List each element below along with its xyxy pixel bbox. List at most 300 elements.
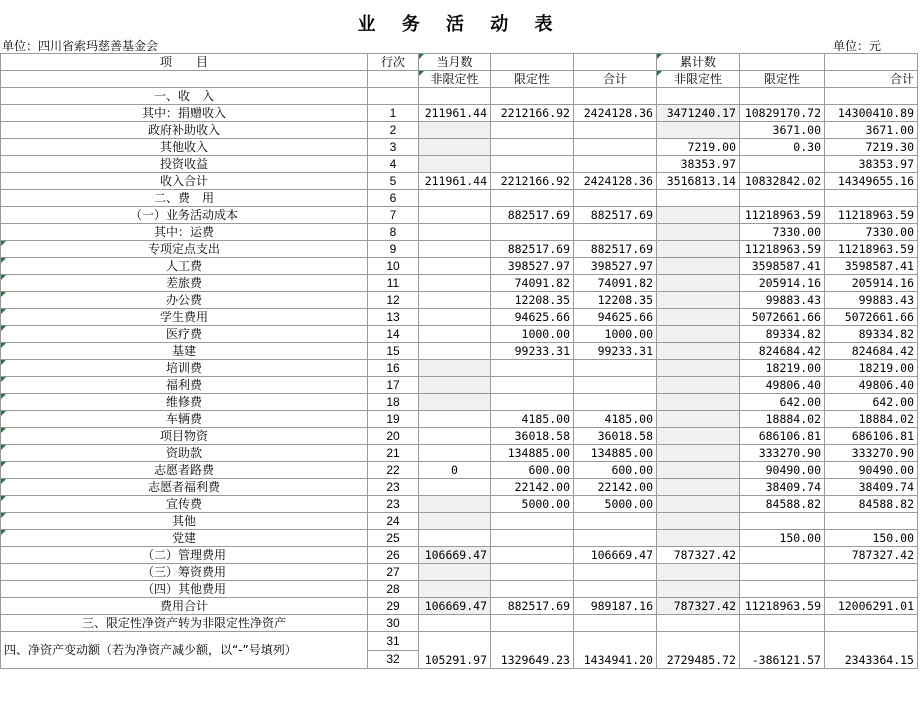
cell-cum-total [825, 190, 918, 207]
table-row [1, 411, 918, 428]
cell-cum-total: 7330.00 [825, 224, 918, 241]
line-number: 29 [368, 598, 419, 615]
cell-month-total: 398527.97 [574, 258, 657, 275]
row-label: 投资收益 [1, 156, 368, 173]
cell-month-unrestricted [419, 275, 491, 292]
table-row [1, 428, 918, 445]
row-label: 政府补助收入 [1, 122, 368, 139]
cell-cum-unrestricted [657, 241, 740, 258]
line-number: 4 [368, 156, 419, 173]
cell-cum-total: 2343364.15 [825, 632, 918, 669]
row-label: 医疗费 [1, 326, 368, 343]
cell-month-total [574, 564, 657, 581]
cell-month-unrestricted: 105291.97 [419, 632, 491, 669]
cell-cum-restricted [740, 88, 825, 105]
activity-statement-table [0, 53, 918, 669]
line-number: 2 [368, 122, 419, 139]
cell-month-restricted [491, 615, 574, 632]
row-label: 专项定点支出 [1, 241, 368, 258]
cell-cum-total: 205914.16 [825, 275, 918, 292]
cell-cum-unrestricted [657, 309, 740, 326]
row-label: 基建 [1, 343, 368, 360]
cell-month-unrestricted [419, 360, 491, 377]
cell-month-unrestricted [419, 445, 491, 462]
cell-month-restricted: 134885.00 [491, 445, 574, 462]
header-line-no: 行次 [368, 54, 419, 71]
row-label: （四）其他费用 [1, 581, 368, 598]
cell-month-unrestricted [419, 564, 491, 581]
cell-cum-total: 3671.00 [825, 122, 918, 139]
line-number: 32 [386, 652, 400, 666]
table-row-net-asset-change [1, 632, 918, 669]
cell-month-total: 22142.00 [574, 479, 657, 496]
row-label: 其中：捐赠收入 [1, 105, 368, 122]
cell-cum-restricted: 90490.00 [740, 462, 825, 479]
cell-month-unrestricted [419, 326, 491, 343]
cell-cum-restricted: 10829170.72 [740, 105, 825, 122]
cell-month-restricted: 22142.00 [491, 479, 574, 496]
cell-cum-total: 824684.42 [825, 343, 918, 360]
cell-cum-total: 49806.40 [825, 377, 918, 394]
cell-month-total: 600.00 [574, 462, 657, 479]
cell-month-unrestricted: 211961.44 [419, 173, 491, 190]
cell-cum-restricted: 642.00 [740, 394, 825, 411]
line-number: 23 [368, 496, 419, 513]
line-number: 1 [368, 105, 419, 122]
cell-cum-unrestricted [657, 513, 740, 530]
line-number: 26 [368, 547, 419, 564]
row-label: 一、收 入 [1, 88, 368, 105]
line-number: 20 [368, 428, 419, 445]
cell-month-restricted: 882517.69 [491, 207, 574, 224]
cell-month-total [574, 122, 657, 139]
cell-cum-unrestricted [657, 564, 740, 581]
cell-month-restricted [491, 394, 574, 411]
cell-cum-restricted: 333270.90 [740, 445, 825, 462]
cell-cum-restricted [740, 156, 825, 173]
cell-cum-unrestricted [657, 496, 740, 513]
cell-month-total [574, 190, 657, 207]
cell-month-total [574, 156, 657, 173]
table-row [1, 615, 918, 632]
table-row [1, 326, 918, 343]
cell-month-unrestricted: 211961.44 [419, 105, 491, 122]
cell-cum-restricted: 686106.81 [740, 428, 825, 445]
cell-month-total: 989187.16 [574, 598, 657, 615]
cell-month-total: 2424128.36 [574, 173, 657, 190]
cell-cum-total: 89334.82 [825, 326, 918, 343]
cell-cum-unrestricted [657, 377, 740, 394]
cell-cum-unrestricted [657, 190, 740, 207]
cell-month-unrestricted [419, 207, 491, 224]
cell-month-total [574, 360, 657, 377]
cell-month-total [574, 224, 657, 241]
line-number: 30 [368, 615, 419, 632]
cell-month-unrestricted [419, 139, 491, 156]
cell-cum-total [825, 88, 918, 105]
cell-cum-unrestricted [657, 292, 740, 309]
cell-month-unrestricted [419, 479, 491, 496]
cell-cum-total: 99883.43 [825, 292, 918, 309]
cell-cum-restricted: 11218963.59 [740, 241, 825, 258]
cell-month-total [574, 139, 657, 156]
row-label: 学生费用 [1, 309, 368, 326]
cell-month-unrestricted [419, 377, 491, 394]
cell-month-restricted [491, 564, 574, 581]
cell-cum-restricted: 3598587.41 [740, 258, 825, 275]
table-row [1, 394, 918, 411]
cell-month-unrestricted [419, 309, 491, 326]
cell-cum-total [825, 564, 918, 581]
row-label: 费用合计 [1, 598, 368, 615]
row-label: 福利费 [1, 377, 368, 394]
cell-month-total: 882517.69 [574, 241, 657, 258]
report-title: 业 务 活 动 表 [357, 14, 563, 35]
line-number: 19 [368, 411, 419, 428]
cell-cum-unrestricted [657, 207, 740, 224]
table-row [1, 156, 918, 173]
cell-month-unrestricted [419, 224, 491, 241]
cell-month-unrestricted [419, 156, 491, 173]
cell-month-restricted: 600.00 [491, 462, 574, 479]
cell-month-total [574, 88, 657, 105]
cell-cum-restricted: 3671.00 [740, 122, 825, 139]
line-number: 12 [368, 292, 419, 309]
table-row [1, 547, 918, 564]
cell-month-restricted: 1000.00 [491, 326, 574, 343]
cell-cum-total: 5072661.66 [825, 309, 918, 326]
line-number: 27 [368, 564, 419, 581]
cell-month-unrestricted [419, 292, 491, 309]
line-number: 15 [368, 343, 419, 360]
row-label: 收入合计 [1, 173, 368, 190]
cell-cum-restricted: 824684.42 [740, 343, 825, 360]
cell-month-unrestricted: 106669.47 [419, 598, 491, 615]
line-number: 23 [368, 479, 419, 496]
line-number: 11 [368, 275, 419, 292]
header-cumulative: 累计数 [657, 54, 740, 71]
cell-month-total: 106669.47 [574, 547, 657, 564]
table-row [1, 581, 918, 598]
cell-cum-unrestricted: 787327.42 [657, 598, 740, 615]
cell-cum-unrestricted [657, 445, 740, 462]
cell-cum-unrestricted [657, 581, 740, 598]
line-number: 16 [368, 360, 419, 377]
cell-cum-unrestricted [657, 258, 740, 275]
cell-cum-restricted: 11218963.59 [740, 598, 825, 615]
table-row [1, 224, 918, 241]
row-label: 车辆费 [1, 411, 368, 428]
cell-month-restricted: 94625.66 [491, 309, 574, 326]
cell-cum-restricted: 49806.40 [740, 377, 825, 394]
cell-month-restricted: 2212166.92 [491, 105, 574, 122]
cell-cum-total: 7219.30 [825, 139, 918, 156]
row-label: 二、费 用 [1, 190, 368, 207]
line-number: 24 [368, 513, 419, 530]
cell-cum-total: 38409.74 [825, 479, 918, 496]
cell-cum-restricted [740, 513, 825, 530]
line-number: 14 [368, 326, 419, 343]
cell-cum-unrestricted [657, 530, 740, 547]
header-row-1 [1, 54, 918, 71]
cell-month-unrestricted [419, 530, 491, 547]
cell-cum-unrestricted [657, 122, 740, 139]
cell-month-unrestricted [419, 88, 491, 105]
line-number: 5 [368, 173, 419, 190]
cell-cum-total: 787327.42 [825, 547, 918, 564]
header-month-unrestricted: 非限定性 [419, 71, 491, 88]
cell-month-unrestricted [419, 513, 491, 530]
table-row [1, 343, 918, 360]
cell-month-total: 882517.69 [574, 207, 657, 224]
line-number: 18 [368, 394, 419, 411]
line-number: 7 [368, 207, 419, 224]
cell-month-total: 94625.66 [574, 309, 657, 326]
cell-month-restricted: 2212166.92 [491, 173, 574, 190]
cell-cum-total: 18219.00 [825, 360, 918, 377]
cell-month-restricted [491, 156, 574, 173]
cell-cum-total [825, 581, 918, 598]
cell-month-total: 1000.00 [574, 326, 657, 343]
header-row-2 [1, 71, 918, 88]
cell-cum-restricted [740, 547, 825, 564]
currency-unit: 单位：元 [833, 39, 882, 53]
cell-cum-total: 642.00 [825, 394, 918, 411]
header-item: 项 目 [1, 54, 368, 71]
cell-month-unrestricted [419, 258, 491, 275]
line-number: 8 [368, 224, 419, 241]
table-row [1, 275, 918, 292]
cell-month-total: 74091.82 [574, 275, 657, 292]
cell-cum-restricted: 205914.16 [740, 275, 825, 292]
table-row [1, 360, 918, 377]
row-label: 资助款 [1, 445, 368, 462]
row-label: 其他 [1, 513, 368, 530]
cell-month-unrestricted [419, 615, 491, 632]
cell-month-unrestricted [419, 394, 491, 411]
cell-cum-total: 333270.90 [825, 445, 918, 462]
cell-cum-restricted: 5072661.66 [740, 309, 825, 326]
cell-month-restricted: 1329649.23 [491, 632, 574, 669]
header-month-restricted: 限定性 [491, 71, 574, 88]
cell-month-restricted [491, 224, 574, 241]
header-current-month: 当月数 [419, 54, 491, 71]
cell-month-total: 5000.00 [574, 496, 657, 513]
cell-cum-unrestricted [657, 394, 740, 411]
cell-cum-unrestricted: 2729485.72 [657, 632, 740, 669]
cell-cum-total: 686106.81 [825, 428, 918, 445]
table-row [1, 513, 918, 530]
line-number: 25 [368, 530, 419, 547]
cell-month-unrestricted [419, 122, 491, 139]
cell-cum-unrestricted: 7219.00 [657, 139, 740, 156]
row-label: 志愿者路费 [1, 462, 368, 479]
cell-month-unrestricted [419, 581, 491, 598]
row-label: （三）筹资费用 [1, 564, 368, 581]
cell-cum-restricted [740, 615, 825, 632]
header-cum-unrestricted: 非限定性 [657, 71, 740, 88]
cell-cum-total: 11218963.59 [825, 241, 918, 258]
cell-cum-unrestricted [657, 343, 740, 360]
table-row [1, 598, 918, 615]
cell-cum-restricted: 150.00 [740, 530, 825, 547]
row-label: 其中：运费 [1, 224, 368, 241]
line-number: 28 [368, 581, 419, 598]
cell-month-total: 134885.00 [574, 445, 657, 462]
cell-month-total: 36018.58 [574, 428, 657, 445]
table-row [1, 139, 918, 156]
line-number: 3 [368, 139, 419, 156]
cell-month-unrestricted: 106669.47 [419, 547, 491, 564]
line-number: 6 [368, 190, 419, 207]
line-number: 17 [368, 377, 419, 394]
cell-cum-restricted: 0.30 [740, 139, 825, 156]
cell-cum-unrestricted: 38353.97 [657, 156, 740, 173]
cell-month-total [574, 615, 657, 632]
header-month-total: 合计 [574, 71, 657, 88]
cell-month-total: 2424128.36 [574, 105, 657, 122]
cell-cum-unrestricted [657, 224, 740, 241]
cell-cum-restricted: 18219.00 [740, 360, 825, 377]
cell-cum-unrestricted: 3471240.17 [657, 105, 740, 122]
cell-cum-unrestricted: 3516813.14 [657, 173, 740, 190]
cell-month-restricted [491, 547, 574, 564]
cell-cum-total: 150.00 [825, 530, 918, 547]
cell-cum-restricted: 99883.43 [740, 292, 825, 309]
cell-month-restricted [491, 360, 574, 377]
table-row [1, 190, 918, 207]
row-label: 维修费 [1, 394, 368, 411]
cell-month-total [574, 377, 657, 394]
line-number [368, 88, 419, 105]
cell-month-restricted: 99233.31 [491, 343, 574, 360]
row-label: 其他收入 [1, 139, 368, 156]
cell-month-unrestricted [419, 343, 491, 360]
cell-month-restricted [491, 530, 574, 547]
table-row [1, 173, 918, 190]
organization-unit: 单位：四川省索玛慈善基金会 [2, 39, 159, 53]
cell-cum-unrestricted [657, 615, 740, 632]
line-number: 13 [368, 309, 419, 326]
row-label: 办公费 [1, 292, 368, 309]
cell-cum-unrestricted [657, 411, 740, 428]
cell-month-total [574, 394, 657, 411]
cell-cum-restricted: 11218963.59 [740, 207, 825, 224]
cell-cum-restricted: 84588.82 [740, 496, 825, 513]
line-number: 9 [368, 241, 419, 258]
cell-month-restricted [491, 377, 574, 394]
cell-cum-unrestricted [657, 479, 740, 496]
cell-month-restricted: 12208.35 [491, 292, 574, 309]
cell-month-total: 1434941.20 [574, 632, 657, 669]
cell-cum-total: 11218963.59 [825, 207, 918, 224]
cell-cum-restricted: 38409.74 [740, 479, 825, 496]
cell-cum-unrestricted [657, 275, 740, 292]
cell-cum-total: 14349655.16 [825, 173, 918, 190]
cell-cum-total: 14300410.89 [825, 105, 918, 122]
header-cum-restricted: 限定性 [740, 71, 825, 88]
cell-cum-total: 12006291.01 [825, 598, 918, 615]
row-label: 人工费 [1, 258, 368, 275]
header-cum-total: 合计 [825, 71, 918, 88]
row-label: （一）业务活动成本 [1, 207, 368, 224]
cell-cum-unrestricted [657, 428, 740, 445]
cell-cum-unrestricted [657, 88, 740, 105]
cell-cum-unrestricted [657, 462, 740, 479]
cell-month-unrestricted: 0 [419, 462, 491, 479]
cell-cum-restricted [740, 564, 825, 581]
cell-month-restricted: 36018.58 [491, 428, 574, 445]
cell-month-restricted: 5000.00 [491, 496, 574, 513]
row-label: 宣传费 [1, 496, 368, 513]
cell-cum-total: 90490.00 [825, 462, 918, 479]
table-row [1, 377, 918, 394]
cell-month-restricted: 882517.69 [491, 241, 574, 258]
cell-month-unrestricted [419, 190, 491, 207]
cell-cum-restricted: 7330.00 [740, 224, 825, 241]
line-number: 10 [368, 258, 419, 275]
table-row [1, 292, 918, 309]
row-label: （二）管理费用 [1, 547, 368, 564]
row-label: 项目物资 [1, 428, 368, 445]
table-row [1, 88, 918, 105]
table-row [1, 496, 918, 513]
cell-month-restricted [491, 88, 574, 105]
cell-cum-total [825, 513, 918, 530]
table-row [1, 105, 918, 122]
cell-cum-unrestricted: 787327.42 [657, 547, 740, 564]
cell-cum-unrestricted [657, 360, 740, 377]
cell-month-restricted: 74091.82 [491, 275, 574, 292]
line-number: 31 [368, 633, 418, 651]
table-row [1, 462, 918, 479]
cell-cum-restricted [740, 581, 825, 598]
cell-month-restricted [491, 190, 574, 207]
row-label: 四、净资产变动额（若为净资产减少额，以“-”号填列） [1, 632, 368, 669]
row-label: 差旅费 [1, 275, 368, 292]
cell-month-total [574, 581, 657, 598]
table-row [1, 445, 918, 462]
row-label: 党建 [1, 530, 368, 547]
table-row [1, 530, 918, 547]
cell-cum-total: 38353.97 [825, 156, 918, 173]
cell-month-restricted: 4185.00 [491, 411, 574, 428]
cell-cum-unrestricted [657, 326, 740, 343]
cell-cum-restricted [740, 190, 825, 207]
table-row [1, 258, 918, 275]
cell-month-unrestricted [419, 241, 491, 258]
table-row [1, 207, 918, 224]
cell-month-restricted: 882517.69 [491, 598, 574, 615]
cell-month-total [574, 530, 657, 547]
table-row [1, 122, 918, 139]
cell-month-restricted [491, 122, 574, 139]
cell-month-unrestricted [419, 411, 491, 428]
table-row [1, 241, 918, 258]
cell-month-total: 12208.35 [574, 292, 657, 309]
cell-cum-total: 18884.02 [825, 411, 918, 428]
table-row [1, 564, 918, 581]
cell-cum-restricted: -386121.57 [740, 632, 825, 669]
cell-month-restricted [491, 581, 574, 598]
cell-cum-restricted: 89334.82 [740, 326, 825, 343]
row-label: 培训费 [1, 360, 368, 377]
cell-month-total: 99233.31 [574, 343, 657, 360]
table-row [1, 309, 918, 326]
row-label: 三、限定性净资产转为非限定性净资产 [1, 615, 368, 632]
table-row [1, 479, 918, 496]
cell-cum-restricted: 10832842.02 [740, 173, 825, 190]
